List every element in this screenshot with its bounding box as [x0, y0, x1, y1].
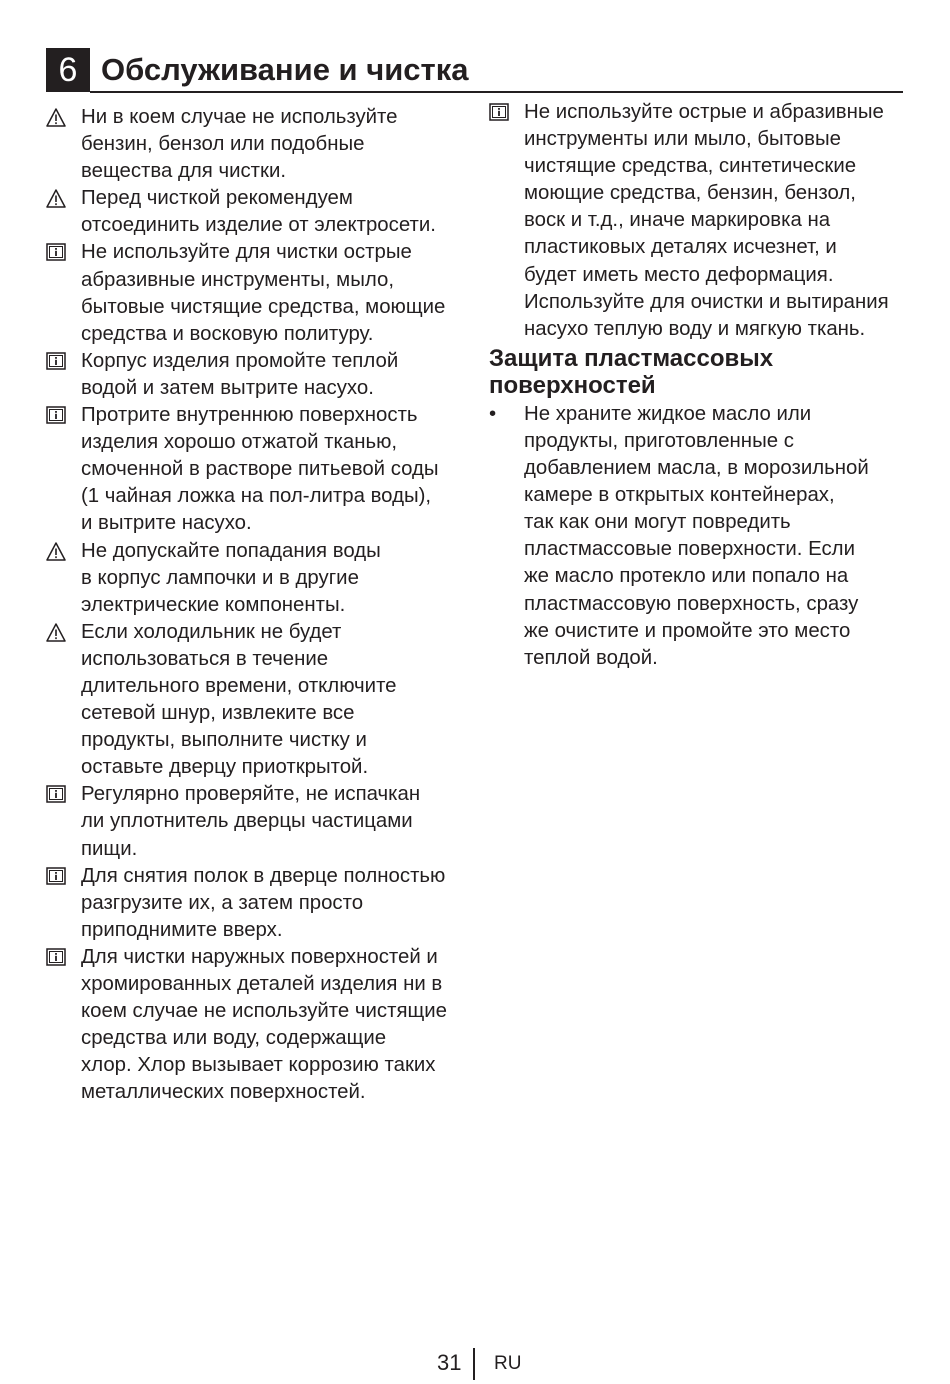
- list-item: [46, 185, 466, 239]
- list-item: [46, 402, 466, 537]
- info-icon: [46, 406, 66, 425]
- item-text: Если холодильник не будет использоваться в течение длительного времени, отключите сетевой шнур, извлеките все продукты, выполните чистку и оставьте дверцу приоткрытой.: [81, 620, 397, 779]
- list-item: [489, 99, 909, 343]
- warning-icon: [46, 189, 66, 208]
- list-item: [46, 863, 466, 944]
- info-icon: [46, 785, 66, 804]
- item-text: Не допускайте попадания воды в корпус лампочки и в другие электрические компоненты.: [81, 539, 381, 616]
- item-text: Ни в коем случае не используйте бензин, бензол или подобные вещества для чистки.: [81, 106, 398, 183]
- info-icon: [46, 243, 66, 262]
- list-item: [46, 239, 466, 347]
- item-text: Корпус изделия промойте теплой водой и затем вытрите насухо.: [81, 349, 399, 399]
- warning-icon: [46, 623, 66, 642]
- info-icon: [46, 948, 66, 967]
- list-item: [46, 619, 466, 782]
- bullet-item: [489, 401, 909, 672]
- left-column: [46, 104, 466, 1106]
- chapter-header: [46, 46, 903, 94]
- list-item: [46, 781, 466, 862]
- header-rule: [90, 91, 903, 93]
- warning-icon: [46, 108, 66, 127]
- chapter-number-badge: 6: [46, 48, 90, 92]
- bullet-text: Не храните жидкое масло или продукты, приготовленные с добавлением масла, в морозильной камере в открытых контейнерах, так как они могут повредить пластмассовые поверхности. Если же масло протекло или попало на пластмассовую поверхность, сразу же очистите и промойте это место теплой водой.: [524, 402, 869, 669]
- item-text: Протрите внутреннюю поверхность изделия хорошо отжатой тканью, смоченной в растворе питьевой соды (1 чайная ложка на пол-литра воды), и вытрите насухо.: [81, 404, 439, 535]
- info-icon: [46, 352, 66, 371]
- bullet-icon: •: [489, 402, 497, 425]
- right-column: [489, 99, 909, 672]
- list-item: [46, 348, 466, 402]
- footer-divider: [473, 1348, 475, 1380]
- info-icon: [489, 103, 509, 122]
- page-number: 31: [437, 1350, 462, 1375]
- list-item: [46, 104, 466, 185]
- language-code: RU: [494, 1353, 522, 1374]
- item-text: Регулярно проверяйте, не испачкан ли уплотнитель дверцы частицами пищи.: [81, 783, 421, 860]
- warning-icon: [46, 542, 66, 561]
- list-item: [46, 538, 466, 619]
- list-item: [46, 944, 466, 1107]
- item-text: Для снятия полок в дверце полностью разгрузите их, а затем просто приподнимите вверх.: [81, 864, 446, 941]
- item-text: Не используйте для чистки острые абразивные инструменты, мыло, бытовые чистящие средства, моющие средства и восковую политуру.: [81, 241, 446, 345]
- item-text: Для чистки наружных поверхностей и хромированных деталей изделия ни в коем случае не используйте чистящие средства или воду, содержащие хлор. Хлор вызывает коррозию таких металлических поверхностей.: [81, 945, 447, 1104]
- info-icon: [46, 867, 66, 886]
- chapter-title: Обслуживание и чистка: [101, 52, 469, 87]
- item-text: Не используйте острые и абразивные инструменты или мыло, бытовые чистящие средства, синтетические моющие средства, бензин, бензол, воск и т.д., иначе маркировка на пластиковых деталях исчезнет, и будет иметь место деформация. Используйте для очистки и вытирания насухо теплую воду и мягкую ткань.: [524, 101, 889, 340]
- section-heading: Защита пластмассовых поверхностей: [489, 344, 774, 399]
- item-text: Перед чисткой рекомендуем отсоединить изделие от электросети.: [81, 187, 436, 237]
- page-footer: [0, 1347, 950, 1384]
